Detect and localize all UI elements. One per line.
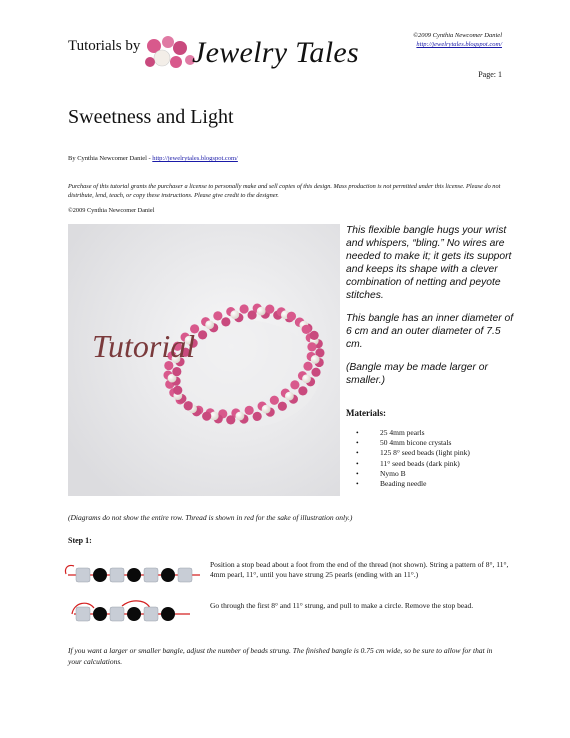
step1-instruction-2: Go through the first 8° and 11° strung, and pull to make a circle. Remove the stop bead. [210,601,474,610]
bangle-pearl [236,412,245,421]
list-item: • 125 8° seed beads (light pink) [346,448,470,458]
bangle-crystal [221,317,230,326]
bangle-pearl [262,405,271,414]
bangle-crystal [184,401,193,410]
bangle-crystal [307,342,316,351]
list-item: • Beading needle [346,479,470,489]
bangle-crystal [265,304,274,313]
diagram-note: (Diagrams do not show the entire row. Thread is shown in red for the sake of illustration only.) [68,513,353,522]
bangle-crystal [270,396,279,405]
list-item: • Nymo B [346,469,470,479]
bangle-crystal [202,412,211,421]
bangle-crystal [302,325,311,334]
header-copyright-text: ©2009 Cynthia Newcomer Daniel [413,32,502,39]
bangle-crystal [172,367,181,376]
bangle-crystal [198,330,207,339]
page-title: Sweetness and Light [68,106,234,128]
step1-diagram-strung [62,556,204,592]
page-number: Page: 1 [478,70,502,79]
description-paragraph: (Bangle may be made larger or smaller.) [346,362,488,386]
bangle-crystal [226,415,235,424]
description-paragraph: This bangle has an inner diameter of 6 cm and an outer diameter of 7.5 cm. [346,313,514,350]
bangle-pearl [311,355,320,364]
bangle-crystal [173,386,182,395]
logo-jewelry-tales: Jewelry Tales [192,36,359,69]
bangle-crystal [253,412,262,421]
step1-diagram-circle [62,594,204,628]
bangle-crystal [290,380,299,389]
bangle-crystal [287,312,296,321]
byline [68,155,238,162]
description [346,224,518,397]
logo-tutorials-by: Tutorials by [68,38,141,54]
header-copyright [413,31,502,49]
description-paragraph: This flexible bangle hugs your wrist and whispers, “bling.” No wires are needed to make it; it gets its support and keeps its shape with a clever combination of netting and peyote stitches. [346,225,512,301]
bangle-pearl [285,392,294,401]
bangle-pearl [205,320,214,329]
bangle-photo [68,224,340,496]
bangle-crystal [239,304,248,313]
copyright-line: ©2009 Cynthia Newcomer Daniel [68,207,155,214]
bangle-pearl [302,374,311,383]
photo-overlay-text: Tutorial [92,328,196,364]
bangle-crystal [245,406,254,415]
license-text: Purchase of this tutorial grants the purchaser a license to personally make and sell copies of this design. Mass production is not permitted under this license. Please do not distribute, lend, teach, or copy these instructions. Please give credit to the designer. [68,183,501,199]
materials-list [346,428,470,489]
bangle-crystal [303,362,312,371]
bangle-pearl [230,310,239,319]
bangle-crystal [311,368,320,377]
byline-author: By Cynthia Newcomer Daniel - [68,155,153,162]
bangle-crystal [213,311,222,320]
bangle-pearl [257,307,266,316]
list-item: • 50 4mm bicone crystals [346,438,470,448]
materials-heading: Materials: [346,408,386,418]
list-item: • 25 4mm pearls [346,428,470,438]
byline-url-link[interactable]: http://jewelrytales.blogspot.com/ [152,155,238,162]
list-item: • 11° seed beads (dark pink) [346,459,470,469]
bangle-crystal [278,402,287,411]
footer-note: If you want a larger or smaller bangle, adjust the number of beads strung. The finished bangle is 0.75 cm wide, so be sure to allow for that in your calculations. [68,646,493,666]
header-url-link[interactable]: http://jewelrytales.blogspot.com/ [416,41,502,48]
bangle-crystal [310,331,319,340]
step-title: Step 1: [68,536,92,545]
bangle-crystal [298,386,307,395]
step1-instruction-1: Position a stop bead about a foot from the end of the thread (not shown). String a pattern of 8°, 11°, 4mm pearl, 11°, until you have strung 25 pearls (ending with an 11°.) [210,560,509,579]
